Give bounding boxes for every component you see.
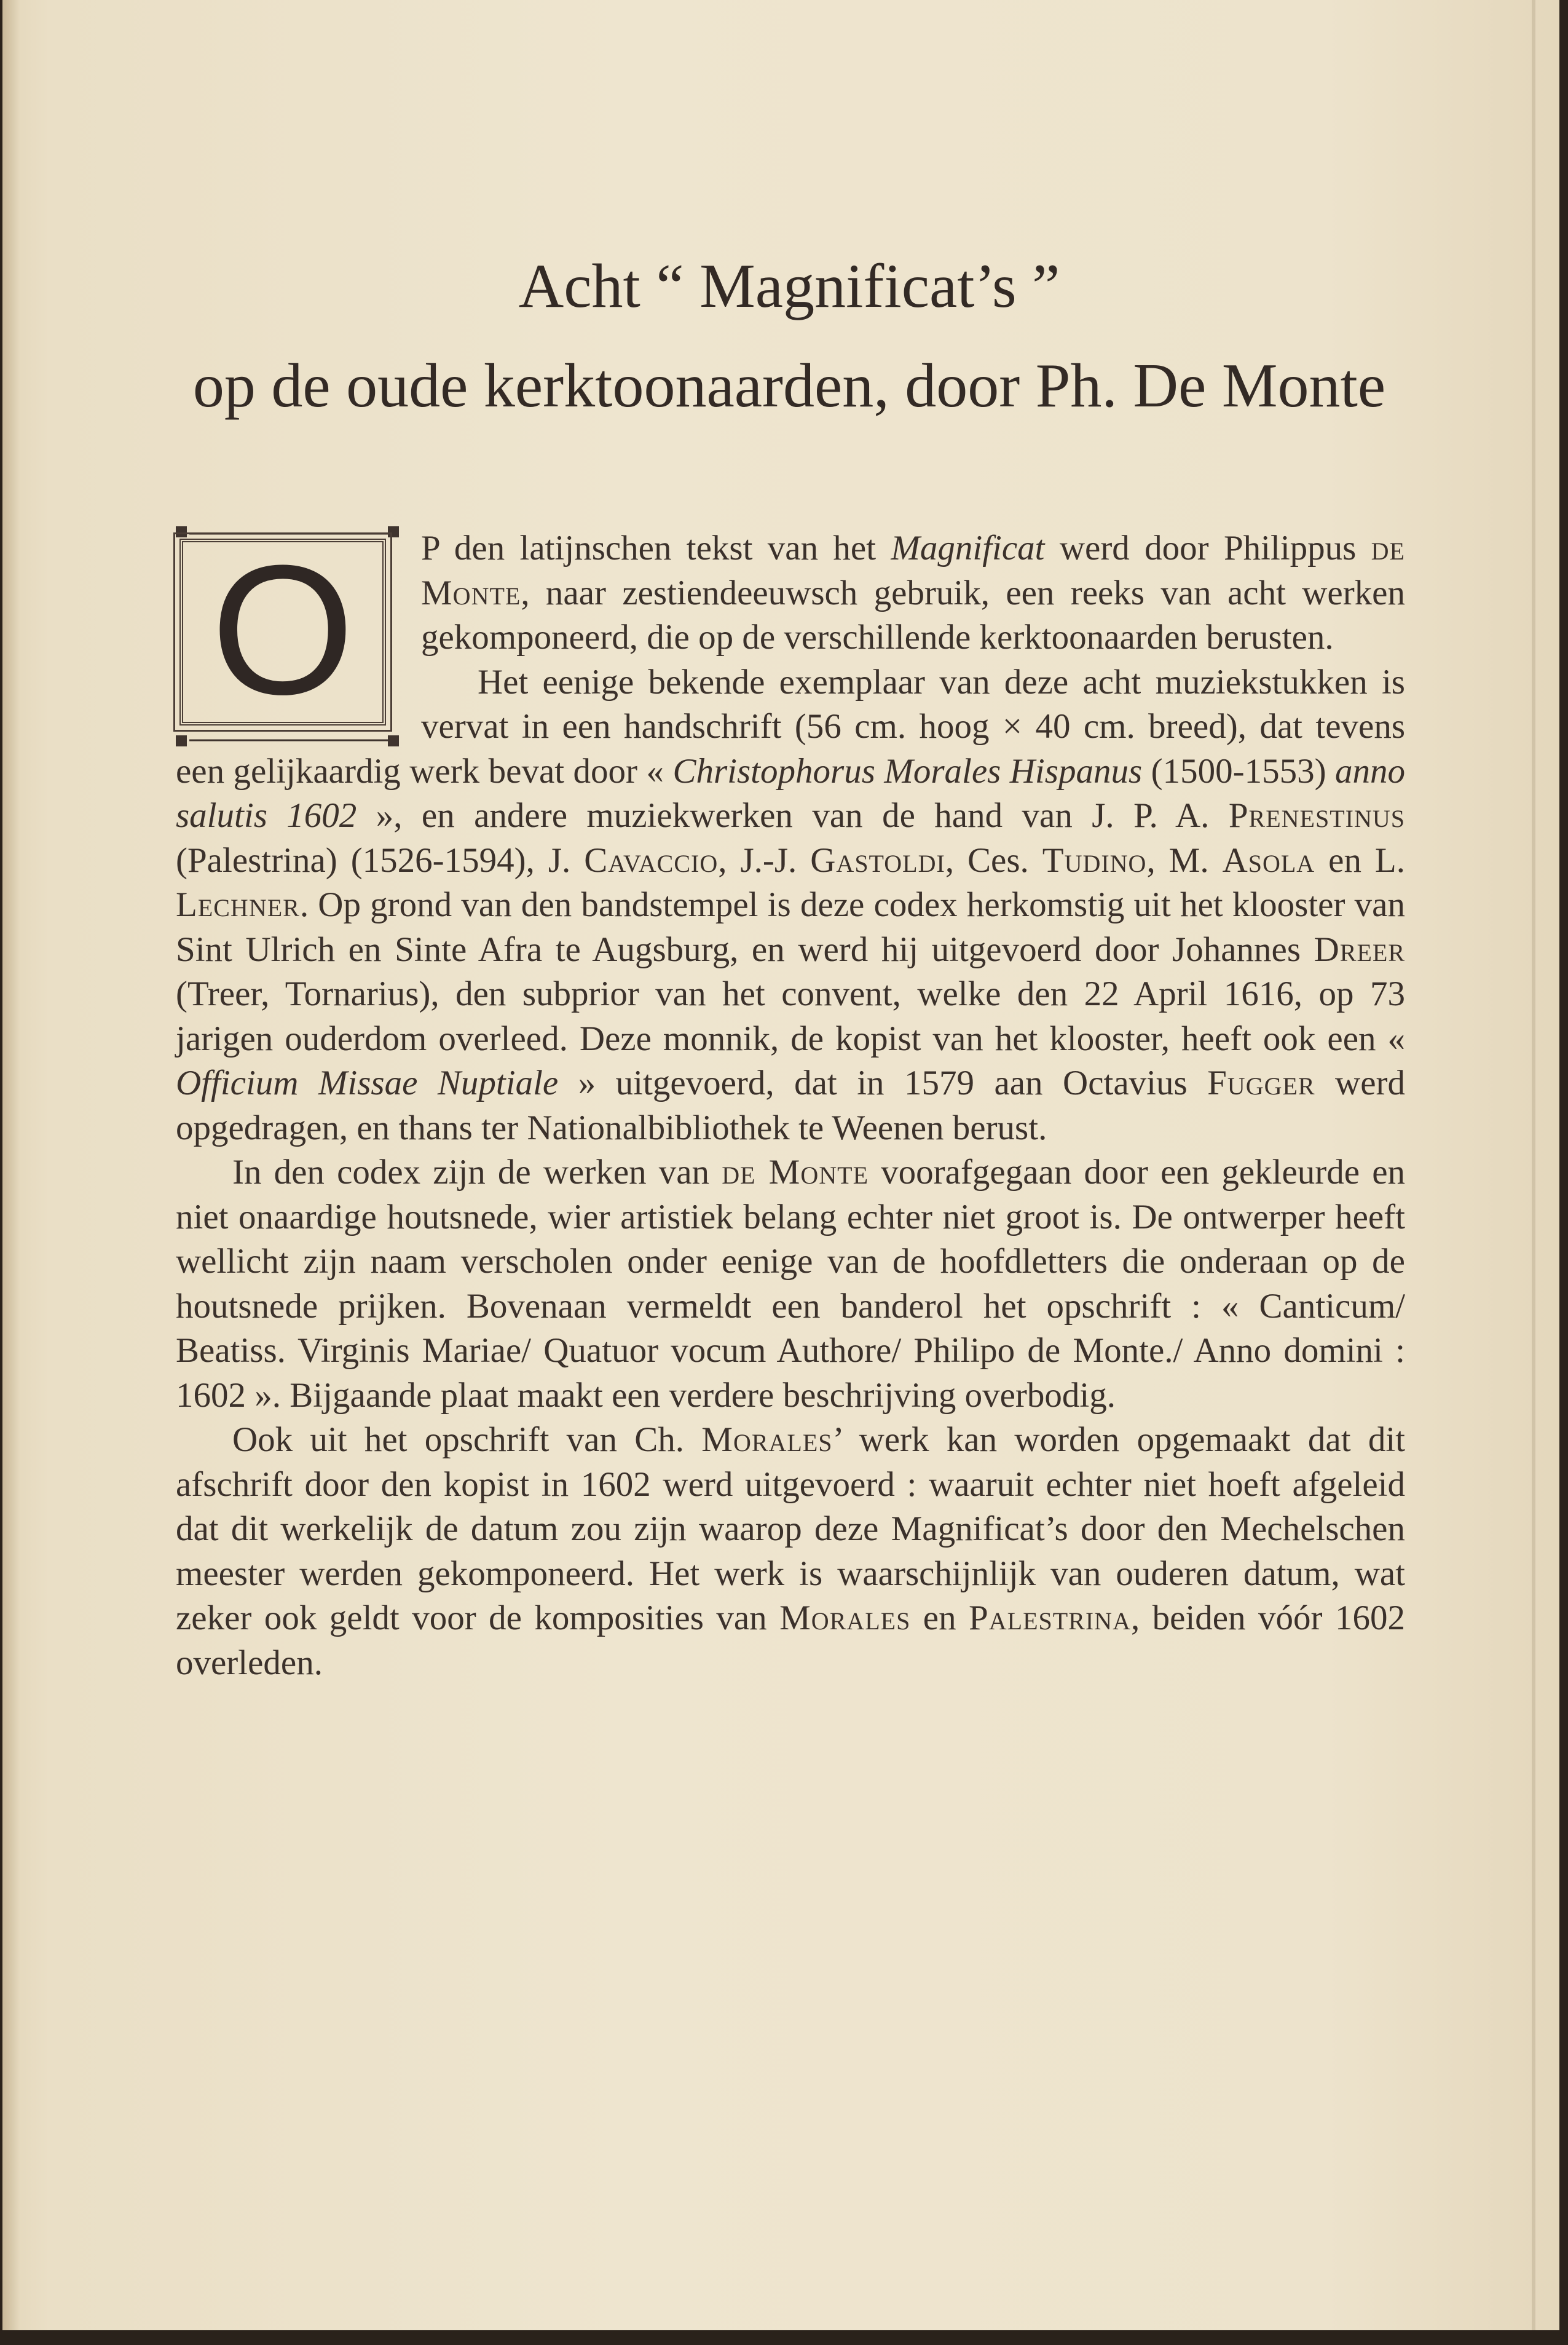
p2-text-6: , Ces. (945, 840, 1042, 880)
p2-prenestinus: Prenestinus (1228, 796, 1405, 835)
p3-text-1: In den codex zijn de werken van (232, 1153, 722, 1192)
p4-text-3: en (910, 1599, 969, 1637)
paragraph-3 (176, 1150, 1405, 1418)
book-page (2, 0, 1559, 2330)
p2-text-12: werd opgedragen, en thans ter Nationalbibliothek te Weenen berust. (176, 1064, 1405, 1147)
p2-dreer: Dreer (1314, 930, 1405, 969)
p2-anno-salutis: anno salutis 1602 (176, 751, 1406, 835)
p1-text-3: , naar zestiendeeuwsch gebruik, een reeks van acht werken gekomponeerd, die op de verschillende kerktoonaarden berusten. (421, 573, 1405, 657)
p2-tudino: Tudino (1042, 840, 1147, 880)
p2-text-11: » uitgevoerd, dat in 1579 aan Octavius (558, 1064, 1208, 1102)
p2-asola: Asola (1222, 840, 1315, 880)
p1-magnificat: Magnificat (891, 529, 1045, 567)
p2-text-7: , M. (1146, 840, 1223, 880)
p2-text-1: Het eenige bekende exemplaar van deze acht muziekstukken is vervat in een handschrift (56 cm. hoog × 40 cm. breed), dat tevens een gelijkaardig werk bevat door « (176, 662, 1405, 791)
initial-frame (179, 526, 386, 733)
p4-text-1: Ook uit het opschrift van Ch. (232, 1420, 702, 1459)
p2-text-10: (Treer, Tornarius), den subprior van het convent, welke den 22 April 1616, op 73 jarigen ouderdom overleed. Deze monnik, de kopist van het klooster, heeft ook een « (176, 975, 1405, 1058)
p3-text-2: voorafgegaan door een gekleurde en niet onaardige houtsnede, wier artistiek belang echter niet groot is. De ontwerper heeft wellicht zijn naam verscholen onder eenige van de hoofdletters die onderaan op de houtsnede prijken. Bovenaan vermeldt een banderol het opschrift : « Canticum/ Beatiss. Virginis Mariae/ Quatuor vocum Authore/ Philipo de Monte./ Anno domini : 1602 ». Bijgaande plaat maakt een verdere beschrijving overbodig. (176, 1153, 1405, 1415)
p4-palestrina: Palestrina (969, 1599, 1131, 1637)
p2-text-8: en L. (1315, 840, 1405, 880)
p4-text-2: ’ werk kan worden opgemaakt dat dit afschrift door den kopist in 1602 werd uitgevoerd : waaruit echter niet hoeft afgeleid dat dit werkelijk de datum zou zijn waarop deze Magnificat’s door den Mechelschen meester werden gekomponeerd. Het werk is waarschijnlijk van ouderen datum, wat zeker ook geldt voor de komposities van (176, 1420, 1405, 1637)
initial-letter: O (211, 526, 355, 733)
p1-text-2: werd door Philippus (1044, 529, 1371, 567)
page-title (150, 237, 1428, 436)
p2-officium: Officium Missae Nuptiale (176, 1064, 559, 1102)
title-line-2: op de oude kerktoonaarden, door Ph. De Monte (192, 351, 1386, 421)
title-line-1: Acht “ Magnificat’s ” (518, 251, 1060, 321)
p2-text-9: . Op grond van den bandstempel is deze codex herkomstig uit het klooster van Sint Ulrich en Sinte Afra te Augsburg, en werd hij uitgevoerd door Johannes (176, 885, 1405, 969)
p2-text-4: (Palestrina) (1526-1594), J. (176, 840, 585, 880)
p2-gastoldi: Gastoldi (810, 840, 945, 880)
p2-text-5: , J.-J. (718, 840, 811, 880)
article-body (176, 526, 1405, 1685)
p2-lechner: Lechner (176, 885, 300, 924)
p2-fugger: Fugger (1207, 1064, 1315, 1102)
paragraph-4 (176, 1418, 1405, 1685)
p1-de-monte: de Monte (421, 529, 1405, 612)
p4-text-4: , beiden vóór 1602 overleden. (176, 1599, 1405, 1682)
p1-text-1: P den latijnschen tekst van het (421, 529, 891, 567)
decorated-initial (176, 526, 406, 748)
p2-cavaccio: Cavaccio (584, 840, 719, 880)
p4-morales: Morales (701, 1420, 833, 1459)
p2-text-3: », en andere muziekwerken van de hand van J. P. A. (357, 796, 1229, 835)
p2-christophorus: Christophorus Morales Hispanus (672, 751, 1143, 791)
p4-morales-2: Morales (779, 1599, 911, 1637)
p2-text-2: (1500-1553) (1142, 751, 1336, 791)
p3-de-monte: de Monte (722, 1153, 869, 1192)
